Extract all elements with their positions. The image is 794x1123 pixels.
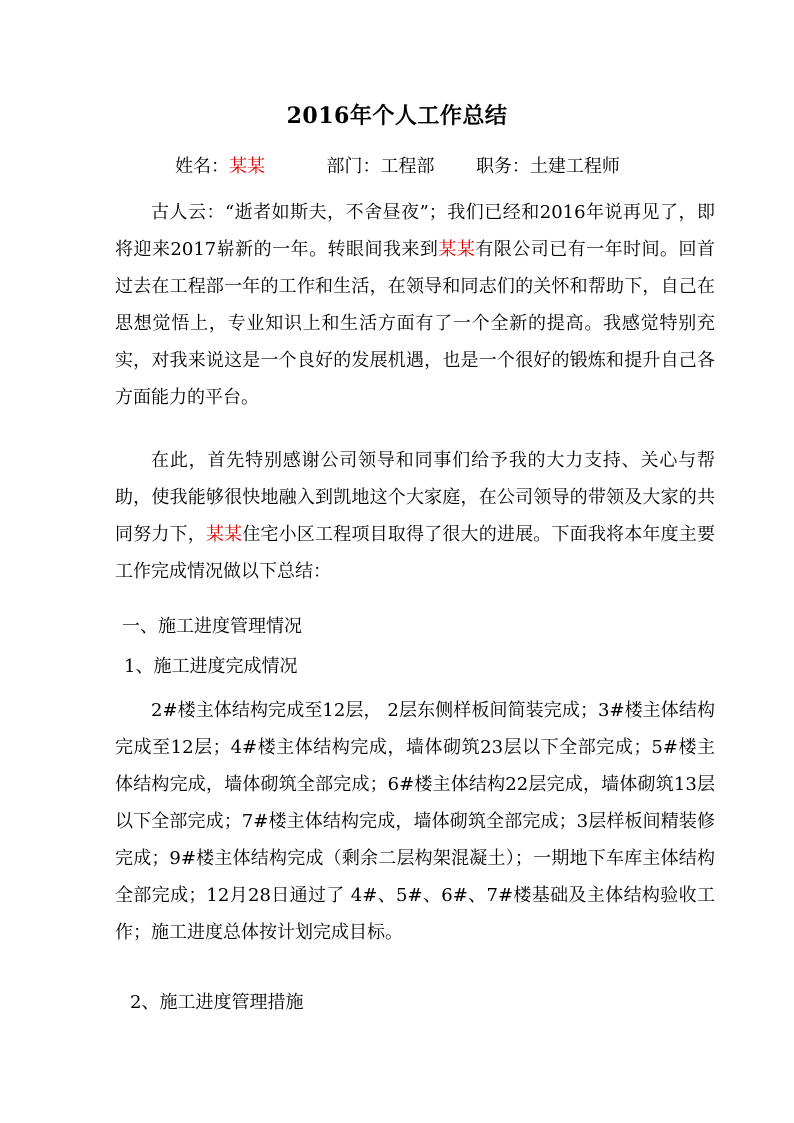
company-name: 某某 (438, 239, 476, 260)
intro-text-2: 有限公司已有一年时间。回首过去在工程部一年的工作和生活，在领导和同志们的关怀和帮助下，自己在思想觉悟上，专业知识上和生活方面有了一个全新的提高。我感觉特别充实，对我来说这是一个良好的发展机遇，也是一个很好的锻炼和提升自己各方面能力的平台。 (115, 239, 716, 408)
subsection-heading-1: 1、施工进度完成情况 (124, 656, 298, 677)
document-title: 2016年个人工作总结 (286, 103, 508, 129)
paragraph-progress: 2#楼主体结构完成至12层， 2层东侧样板间简装完成；3#楼主体结构完成至12层；4#楼主体结构完成，墙体砌筑23层以下全部完成；5#楼主体结构完成，墙体砌筑全部完成；6#楼主体结构22层完成，墙体砌筑13层以下全部完成；7#楼主体结构完成，墙体砌筑全部完成；3层样板间精装修完成；9#楼主体结构完成（剩余二层构架混凝土）；一期地下车库主体结构全部完成；12月28日通过了 4#、5#、6#、7#楼基础及主体结构验收工作；施工进度总体按计划完成目标。 (115, 700, 715, 943)
job-position: 职务：土建工程师 (475, 156, 620, 177)
section-heading-1: 一、施工进度管理情况 (122, 616, 302, 637)
thanks-text-2: 住宅小区工程项目取得了很大的进展。下面我将本年度主要工作完成情况做以下总结： (115, 524, 715, 582)
subsection-heading-2: 2、施工进度管理措施 (130, 992, 304, 1013)
paragraph-intro (115, 194, 715, 416)
intro-text-1: 古人云：“逝者如斯夫，不舍昼夜”；我们已经和2016年说再见了，即将迎来2017崭新的一年。转眼间我来到 (115, 202, 715, 260)
paragraph-thanks (115, 442, 715, 590)
project-name: 某某 (205, 524, 243, 545)
name-label: 姓名： (175, 156, 229, 177)
name-value: 某某 (229, 156, 265, 177)
department: 部门：工程部 (326, 156, 435, 177)
thanks-text-1: 在此，首先特别感谢公司领导和同事们给予我的大力支持、关心与帮助，使我能够很快地融入到凯地这个大家庭，在公司领导的带领及大家的共同努力下， (115, 450, 715, 545)
author-info (175, 152, 620, 182)
